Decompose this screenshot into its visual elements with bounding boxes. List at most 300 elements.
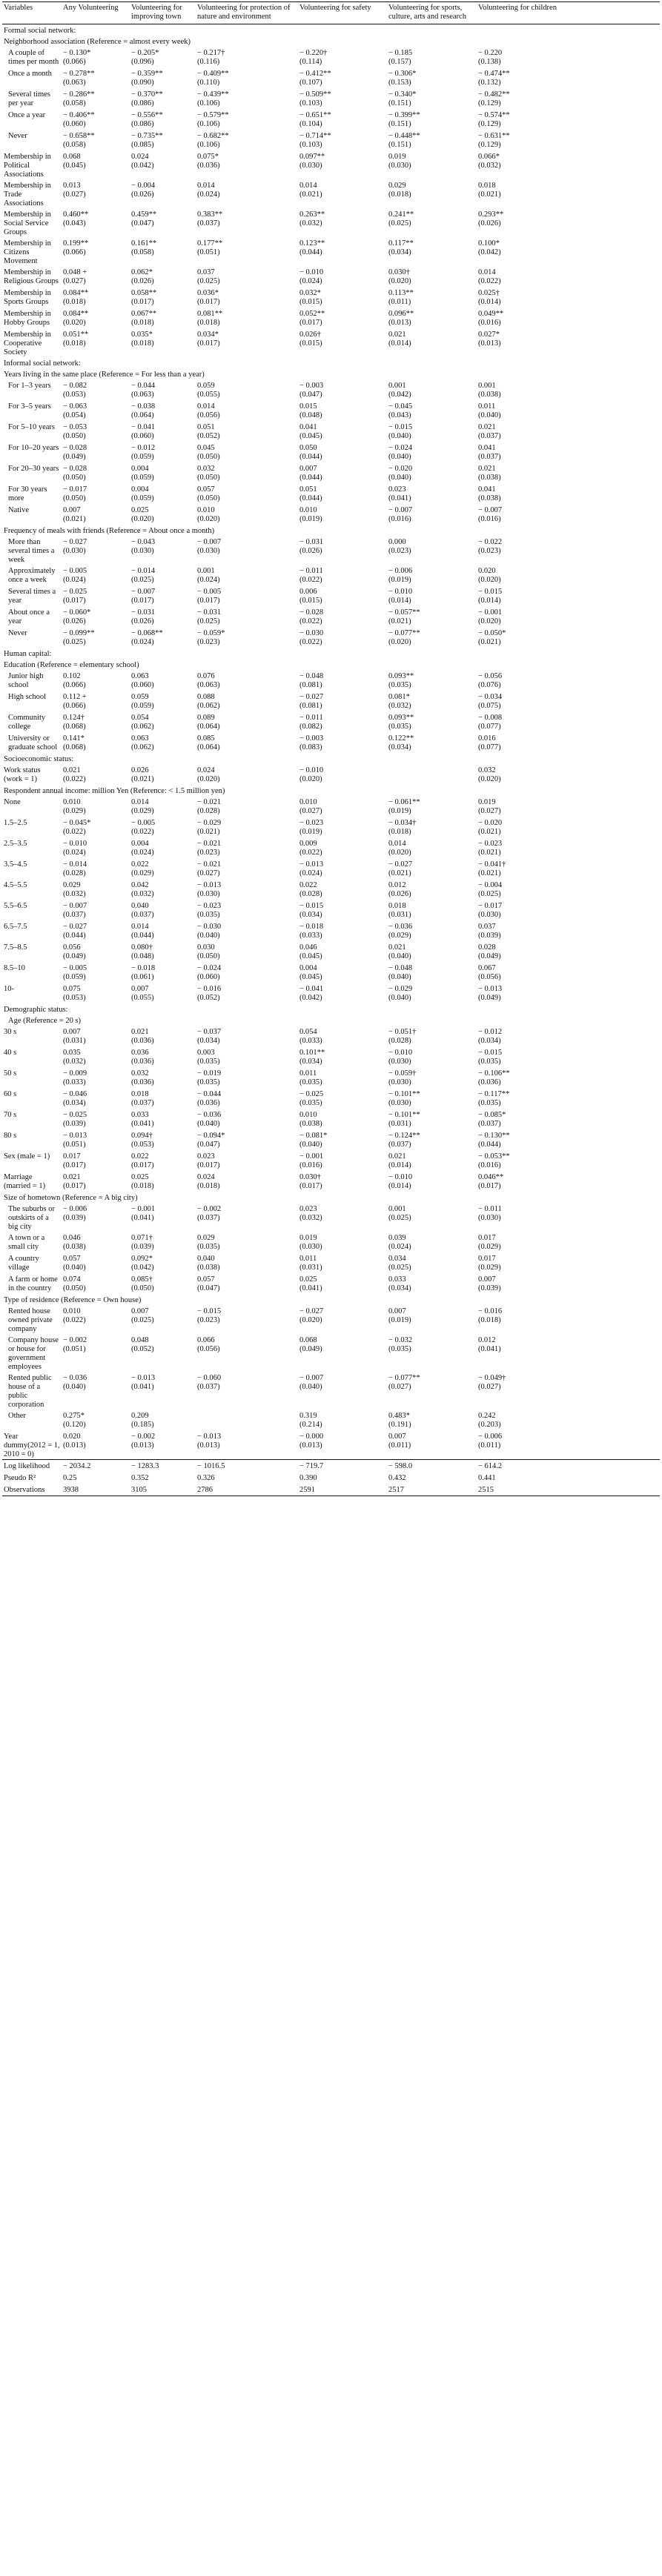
coef-value: 0.007: [131, 1307, 149, 1315]
std-error: (0.037): [63, 911, 86, 919]
coef-value: − 0.340*: [388, 90, 417, 99]
cell: [196, 962, 298, 983]
table-row: [2, 764, 660, 785]
cell: [298, 421, 387, 442]
coef-value: − 0.028: [299, 608, 324, 617]
coef-value: − 0.474**: [478, 70, 510, 78]
std-error: (0.047): [197, 1284, 220, 1292]
cell: [62, 920, 130, 941]
cell: [477, 504, 660, 525]
stat-value: − 1283.3: [130, 1460, 196, 1473]
std-error: (0.037): [197, 219, 220, 228]
section-label: Size of hometown (Reference = A big city): [4, 1194, 138, 1202]
stat-value: − 598.0: [387, 1460, 477, 1473]
stat-value: 0.326: [197, 1474, 215, 1482]
std-error: (0.017): [197, 298, 220, 306]
stat-label: Observations: [2, 1484, 62, 1496]
std-error: (0.022): [63, 1316, 86, 1324]
cell: [477, 379, 660, 400]
table-row: [2, 1150, 660, 1171]
coef-value: − 0.032: [388, 1336, 413, 1344]
std-error: (0.041): [388, 494, 411, 502]
row-label: Membership in Citizens Movement: [4, 239, 51, 265]
std-error: (0.025): [131, 1316, 154, 1324]
std-error: (0.040): [388, 973, 411, 981]
std-error: (0.052): [197, 432, 220, 440]
cell: [387, 208, 477, 237]
std-error: (0.129): [478, 99, 501, 107]
coef-value: 0.029: [197, 1234, 215, 1242]
cell: [387, 442, 477, 462]
cell: [477, 627, 660, 648]
std-error: (0.035): [197, 911, 220, 919]
cell: [298, 606, 387, 627]
cell: [387, 179, 477, 208]
std-error: (0.063): [197, 681, 220, 689]
cell: [62, 308, 130, 328]
header-row: [2, 2, 660, 24]
cell: [477, 1232, 660, 1252]
std-error: (0.015): [299, 298, 322, 306]
coef-value: − 0.130**: [478, 1132, 510, 1140]
coef-value: 0.030: [197, 943, 215, 952]
std-error: (0.028): [388, 1037, 411, 1045]
std-error: (0.019): [388, 807, 411, 815]
cell: [130, 130, 196, 150]
std-error: (0.049): [63, 453, 86, 461]
cell: [477, 711, 660, 732]
coef-value: − 0.025: [63, 1111, 87, 1119]
coef-value: 0.045: [197, 444, 215, 452]
cell: [196, 67, 298, 88]
coef-value: 0.057: [197, 1275, 215, 1284]
table-row: [2, 328, 660, 357]
cell: [130, 606, 196, 627]
cell: [477, 941, 660, 962]
cell: [62, 691, 130, 711]
coef-value: 0.021: [478, 423, 496, 431]
cell: [130, 1305, 196, 1334]
std-error: (0.056): [197, 1345, 220, 1353]
cell: [196, 920, 298, 941]
cell: [477, 1430, 660, 1460]
cell: [196, 328, 298, 357]
std-error: (0.064): [131, 411, 154, 419]
std-error: (0.032): [299, 219, 322, 228]
coef-value: 0.049**: [478, 310, 504, 318]
cell: [130, 1067, 196, 1088]
coef-value: − 0.023: [478, 840, 503, 848]
cell: [477, 1088, 660, 1109]
coef-value: − 0.002: [63, 1336, 87, 1344]
std-error: (0.040): [388, 474, 411, 482]
cell: [130, 1150, 196, 1171]
std-error: (0.063): [63, 79, 86, 87]
cell: [130, 109, 196, 130]
row-label: 8.5–10: [4, 964, 25, 972]
row-label: University or graduate school: [8, 734, 58, 751]
coef-value: − 0.023: [299, 819, 324, 827]
std-error: (0.014): [478, 298, 501, 306]
coef-value: 0.014: [388, 840, 406, 848]
coef-value: − 0.044: [197, 1090, 222, 1098]
std-error: (0.029): [63, 807, 86, 815]
cell: [387, 287, 477, 308]
section-label: Frequency of meals with friends (Reference = About once a month): [4, 527, 215, 535]
std-error: (0.036): [131, 1058, 154, 1066]
cell: [298, 1252, 387, 1273]
cell: [387, 308, 477, 328]
section-row: [2, 1294, 660, 1305]
cell: [477, 536, 660, 565]
row-label: 80 s: [4, 1132, 17, 1140]
std-error: (0.050): [63, 1284, 86, 1292]
std-error: (0.022): [131, 828, 154, 836]
coef-value: − 0.003: [299, 382, 324, 390]
coef-value: − 0.013: [131, 1374, 156, 1382]
std-error: (0.055): [131, 994, 154, 1002]
coef-value: 0.018: [478, 182, 496, 190]
cell: [196, 179, 298, 208]
coef-value: − 0.448**: [388, 132, 420, 140]
table-row: [2, 941, 660, 962]
cell: [477, 962, 660, 983]
cell: [477, 308, 660, 328]
cell: [130, 504, 196, 525]
coef-value: 0.080†: [131, 943, 153, 952]
std-error: (0.050): [63, 432, 86, 440]
coef-value: 0.122**: [388, 734, 414, 743]
std-error: (0.024): [131, 849, 154, 857]
std-error: (0.017): [478, 1182, 501, 1190]
coef-value: 0.093**: [388, 714, 414, 722]
std-error: (0.062): [197, 702, 220, 710]
coef-value: 0.012: [388, 881, 406, 889]
coef-value: 0.199**: [63, 239, 89, 248]
std-error: (0.035): [299, 1099, 322, 1107]
cell: [298, 208, 387, 237]
coef-value: 0.036*: [197, 289, 219, 297]
coef-value: − 0.020: [478, 819, 503, 827]
std-error: (0.021): [131, 775, 154, 783]
coef-value: − 0.509**: [299, 90, 331, 99]
std-error: (0.151): [388, 120, 411, 128]
coef-value: − 0.049†: [478, 1374, 506, 1382]
coef-value: − 0.003: [299, 734, 324, 743]
coef-value: − 0.015: [299, 902, 324, 910]
coef-value: − 0.046: [63, 1090, 87, 1098]
coef-value: 0.019: [388, 153, 406, 161]
table-row: [2, 711, 660, 732]
std-error: (0.053): [131, 1141, 154, 1149]
cell: [387, 627, 477, 648]
cell: [62, 585, 130, 606]
coef-value: − 0.031: [197, 608, 222, 617]
stat-value: 0.441: [478, 1474, 496, 1482]
cell: [387, 1150, 477, 1171]
coef-value: − 0.037: [197, 1028, 222, 1036]
coef-value: − 0.714**: [299, 132, 331, 140]
std-error: (0.023): [388, 547, 411, 555]
cell: [298, 1203, 387, 1232]
cell: [298, 1088, 387, 1109]
cell: [298, 900, 387, 920]
row-label: About once a year: [8, 608, 50, 625]
coef-value: 0.033: [388, 1275, 406, 1284]
coef-value: − 0.041†: [478, 860, 506, 869]
coef-value: 0.081**: [197, 310, 223, 318]
coef-value: 0.117**: [388, 239, 414, 248]
cell: [477, 1026, 660, 1046]
cell: [477, 47, 660, 67]
cell: [196, 817, 298, 837]
std-error: (0.028): [197, 807, 220, 815]
std-error: (0.037): [131, 911, 154, 919]
cell: [130, 1171, 196, 1192]
cell: [196, 400, 298, 421]
std-error: (0.042): [388, 391, 411, 399]
cell: [62, 379, 130, 400]
coef-value: 0.028: [478, 943, 496, 952]
row-label: Native: [8, 506, 29, 514]
std-error: (0.018): [131, 319, 154, 327]
std-error: (0.018): [388, 828, 411, 836]
coef-value: − 0.021: [197, 860, 222, 869]
std-error: (0.048): [299, 411, 322, 419]
std-error: (0.059): [131, 702, 154, 710]
coef-value: 0.075*: [197, 153, 219, 161]
std-error: (0.017): [299, 319, 322, 327]
table-row: [2, 1067, 660, 1088]
std-error: (0.066): [63, 702, 86, 710]
cell: [387, 837, 477, 858]
table-row: [2, 585, 660, 606]
std-error: (0.066): [63, 248, 86, 256]
table-row: [2, 442, 660, 462]
cell: [196, 732, 298, 753]
std-error: (0.049): [299, 1345, 322, 1353]
coef-value: − 0.016: [478, 1307, 503, 1315]
coef-value: 0.051: [299, 485, 317, 494]
coef-value: 0.161**: [131, 239, 157, 248]
std-error: (0.151): [388, 99, 411, 107]
cell: [298, 1171, 387, 1192]
coef-value: 0.088: [197, 693, 215, 701]
section-label: Informal social network:: [4, 359, 81, 368]
std-error: (0.037): [478, 1120, 501, 1128]
cell: [387, 1109, 477, 1129]
std-error: (0.044): [299, 474, 322, 482]
coef-value: 0.242: [478, 1412, 496, 1420]
row-label: Sex (male = 1): [4, 1152, 50, 1161]
coef-value: − 0.005: [197, 588, 222, 596]
std-error: (0.028): [299, 890, 322, 898]
coef-value: 0.068: [63, 153, 81, 161]
std-error: (0.029): [478, 1243, 501, 1251]
cell: [298, 400, 387, 421]
coef-value: − 0.306*: [388, 70, 417, 78]
std-error: (0.042): [131, 1264, 154, 1272]
coef-value: − 0.015: [478, 1049, 503, 1057]
row-label: Approximately once a week: [8, 567, 56, 584]
cell: [298, 585, 387, 606]
std-error: (0.034): [63, 1099, 86, 1107]
cell: [62, 606, 130, 627]
table-row: [2, 536, 660, 565]
std-error: (0.043): [388, 411, 411, 419]
std-error: (0.064): [197, 723, 220, 731]
coef-value: − 0.013: [63, 1132, 87, 1140]
row-label: A country village: [8, 1255, 39, 1272]
cell: [196, 379, 298, 400]
cell: [196, 1026, 298, 1046]
cell: [196, 1410, 298, 1430]
coef-value: 0.050: [299, 444, 317, 452]
coef-value: − 0.027: [299, 1307, 324, 1315]
row-label: 4.5–5.5: [4, 881, 27, 889]
coef-value: − 0.004: [131, 182, 156, 190]
coef-value: 0.051: [197, 423, 215, 431]
cell: [298, 1150, 387, 1171]
row-label: A farm or home in the country: [8, 1275, 58, 1292]
cell: [477, 287, 660, 308]
row-label: Never: [8, 132, 27, 140]
cell: [62, 150, 130, 179]
coef-value: 0.030†: [299, 1173, 321, 1181]
coef-value: 0.007: [388, 1433, 406, 1441]
coef-value: − 0.017: [63, 485, 87, 494]
cell: [62, 1203, 130, 1232]
table-row: [2, 1232, 660, 1252]
cell: [196, 308, 298, 328]
std-error: (0.039): [478, 1284, 501, 1292]
coef-value: 0.033: [131, 1111, 149, 1119]
cell: [477, 483, 660, 504]
cell: [130, 858, 196, 879]
cell: [477, 67, 660, 88]
std-error: (0.050): [197, 952, 220, 960]
cell: [298, 941, 387, 962]
section-label: Education (Reference = elementary school): [4, 661, 139, 669]
std-error: (0.030): [388, 1078, 411, 1086]
row-label: 30 s: [4, 1028, 17, 1036]
cell: [130, 400, 196, 421]
coef-value: − 0.556**: [131, 111, 163, 119]
coef-value: 0.016: [478, 734, 496, 743]
cell: [62, 732, 130, 753]
cell: [196, 1171, 298, 1192]
coef-value: 0.014: [197, 402, 215, 411]
cell: [387, 1129, 477, 1150]
std-error: (0.021): [63, 515, 86, 523]
coef-value: − 0.009: [63, 1069, 87, 1078]
coef-value: − 0.010: [63, 840, 87, 848]
row-label: For 20–30 years: [8, 465, 59, 473]
cell: [387, 962, 477, 983]
table-row: [2, 732, 660, 753]
coef-value: 0.007: [131, 985, 149, 993]
cell: [130, 1109, 196, 1129]
std-error: (0.036): [131, 1078, 154, 1086]
section-row: [2, 24, 660, 36]
stat-value: 0.352: [131, 1474, 149, 1482]
std-error: (0.076): [478, 681, 501, 689]
coef-value: 0.007: [299, 465, 317, 473]
coef-value: − 0.018: [299, 923, 324, 931]
coef-value: − 0.027: [63, 538, 87, 546]
cell: [62, 462, 130, 483]
cell: [298, 47, 387, 67]
cell: [298, 1273, 387, 1294]
row-label: Work status (work = 1): [4, 766, 41, 783]
coef-value: − 0.038: [131, 402, 156, 411]
cell: [298, 670, 387, 691]
cell: [62, 1430, 130, 1460]
std-error: (0.020): [299, 1316, 322, 1324]
coef-value: 0.017: [478, 1234, 496, 1242]
coef-value: 0.007: [478, 1275, 496, 1284]
cell: [477, 796, 660, 817]
row-label: 70 s: [4, 1111, 17, 1119]
std-error: (0.029): [388, 932, 411, 940]
std-error: (0.082): [299, 723, 322, 731]
cell: [130, 900, 196, 920]
std-error: (0.024): [63, 849, 86, 857]
std-error: (0.017): [63, 1161, 86, 1169]
coef-value: 0.085: [197, 734, 215, 743]
cell: [62, 1410, 130, 1430]
coef-value: 0.026†: [299, 331, 321, 339]
table-row: [2, 47, 660, 67]
coef-value: 0.209: [131, 1412, 149, 1420]
row-label: A town or a small city: [8, 1234, 45, 1251]
cell: [62, 109, 130, 130]
std-error: (0.157): [388, 58, 411, 66]
stat-value: − 1016.5: [196, 1460, 298, 1473]
coef-value: − 0.399**: [388, 111, 420, 119]
cell: [477, 1150, 660, 1171]
coef-value: 0.084**: [63, 310, 89, 318]
coef-value: 0.021: [63, 766, 81, 774]
std-error: (0.051): [63, 1345, 86, 1353]
cell: [298, 130, 387, 150]
coef-value: − 0.409**: [197, 70, 229, 78]
cell: [196, 1305, 298, 1334]
std-error: (0.013): [388, 319, 411, 327]
cell: [298, 1046, 387, 1067]
coef-value: 0.046: [299, 943, 317, 952]
row-label: Company house or house for government employees: [8, 1336, 59, 1371]
cell: [387, 1410, 477, 1430]
std-error: (0.048): [131, 952, 154, 960]
std-error: (0.050): [63, 474, 86, 482]
coef-value: 0.024: [131, 153, 149, 161]
stat-value: 2591: [298, 1484, 387, 1496]
coef-value: − 0.094*: [197, 1132, 225, 1140]
col-header-safety: Volunteering for safety: [298, 2, 387, 24]
cell: [477, 88, 660, 109]
coef-value: 0.096**: [388, 310, 414, 318]
std-error: (0.110): [197, 79, 220, 87]
coef-value: − 0.034: [478, 693, 503, 701]
section-row: [2, 1015, 660, 1026]
std-error: (0.056): [197, 411, 220, 419]
cell: [130, 536, 196, 565]
coef-value: 0.293**: [478, 210, 504, 219]
table-row: [2, 670, 660, 691]
stat-value: 2515: [477, 1484, 660, 1496]
table-row: [2, 1273, 660, 1294]
